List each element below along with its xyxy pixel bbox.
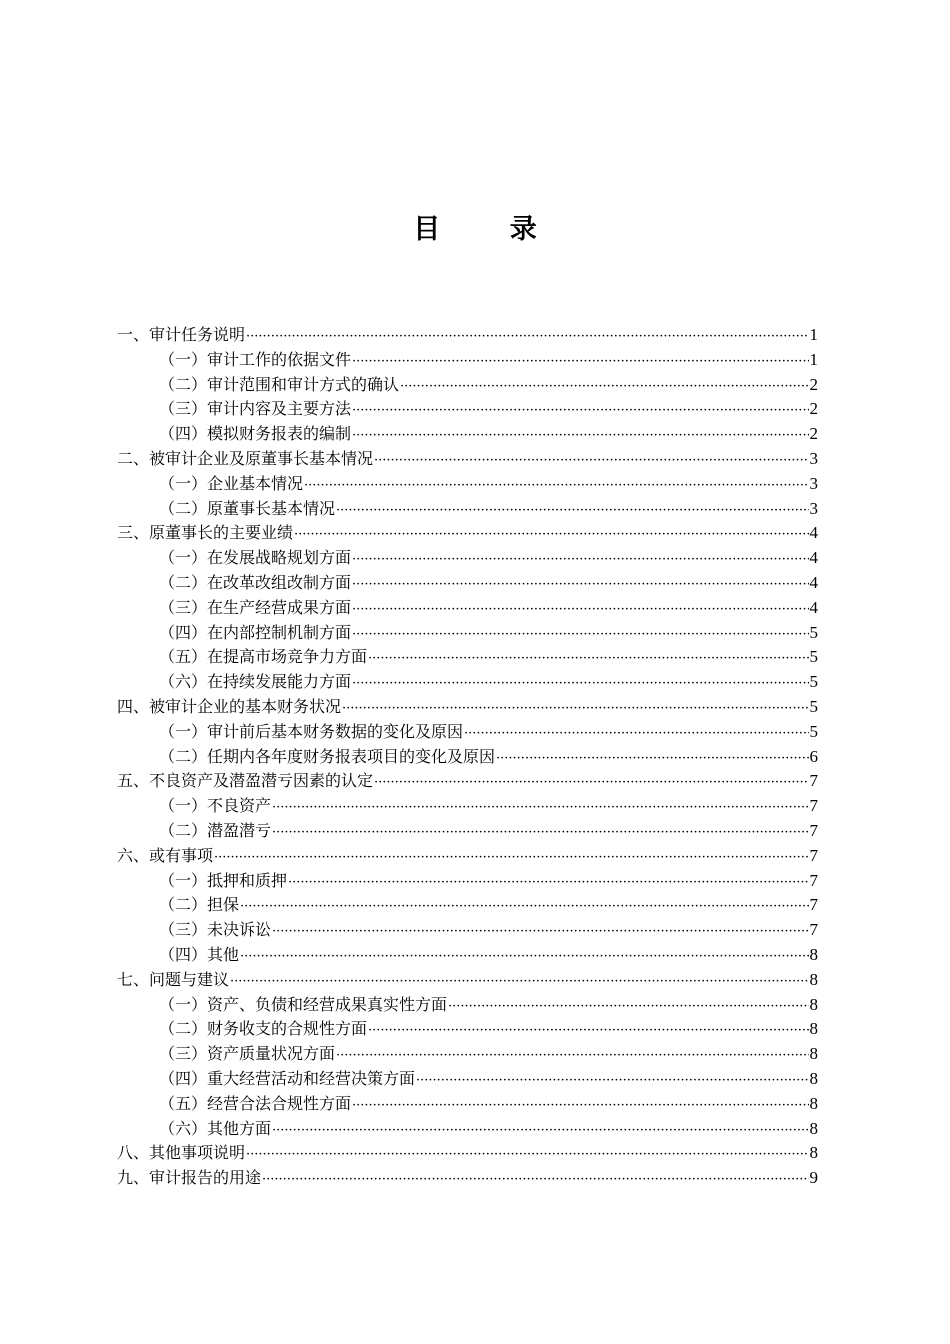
toc-entry-title: 三、原董事长的主要业绩 [117,523,294,543]
toc-entry-title: （五）经营合法合规性方面 [159,1093,352,1113]
toc-subsection-entry[interactable] [117,397,818,422]
toc-section-entry[interactable] [117,769,818,794]
toc-dot-leader [374,771,808,796]
toc-entry-title: （二）潜盈潜亏 [159,820,272,840]
toc-page-number: 9 [809,1168,818,1188]
toc-page-number: 7 [809,895,818,915]
toc-dot-leader [336,499,808,524]
toc-page-number: 5 [809,696,818,716]
toc-section-entry[interactable] [117,695,818,720]
toc-subsection-entry[interactable] [117,1092,818,1117]
toc-entry-title: （一）抵押和质押 [159,870,288,890]
toc-page-number: 5 [809,647,818,667]
toc-dot-leader [416,1069,808,1094]
toc-dot-leader [336,1044,808,1069]
toc-subsection-entry[interactable] [117,745,818,770]
toc-section-entry[interactable] [117,1166,818,1191]
toc-dot-leader [496,747,808,772]
toc-dot-leader [246,325,808,350]
toc-page-number: 2 [809,424,818,444]
toc-entry-title: （六）在持续发展能力方面 [159,672,352,692]
toc-entry-title: （一）不良资产 [159,796,272,816]
toc-dot-leader [464,722,808,747]
toc-page-number: 8 [809,994,818,1014]
toc-subsection-entry[interactable] [117,348,818,373]
toc-dot-leader [246,1143,808,1168]
toc-entry-title: （二）审计范围和审计方式的确认 [159,374,400,394]
toc-subsection-entry[interactable] [117,373,818,398]
toc-page-number: 8 [809,1093,818,1113]
toc-dot-leader [448,995,808,1020]
toc-page-number: 1 [809,349,818,369]
toc-subsection-entry[interactable] [117,422,818,447]
toc-section-entry[interactable] [117,447,818,472]
toc-subsection-entry[interactable] [117,794,818,819]
toc-page-number: 2 [809,399,818,419]
toc-entry-title: 四、被审计企业的基本财务状况 [117,696,342,716]
toc-dot-leader [272,1119,808,1144]
toc-dot-leader [352,573,808,598]
toc-page-number: 3 [809,498,818,518]
toc-entry-title: （四）其他 [159,944,240,964]
toc-page-number: 8 [809,944,818,964]
toc-dot-leader [272,821,808,846]
toc-section-entry[interactable] [117,844,818,869]
toc-dot-leader [352,424,808,449]
toc-page-number: 8 [809,1044,818,1064]
toc-dot-leader [272,920,808,945]
toc-page-number: 4 [809,548,818,568]
toc-dot-leader [352,399,808,424]
toc-dot-leader [294,523,808,548]
page-title: 目 录 [413,214,567,245]
toc-page-number: 8 [809,1068,818,1088]
toc-dot-leader [230,970,808,995]
toc-entry-title: （二）财务收支的合规性方面 [159,1019,368,1039]
toc-dot-leader [342,697,808,722]
toc-subsection-entry[interactable] [117,943,818,968]
toc-entry-title: 二、被审计企业及原董事长基本情况 [117,448,374,468]
toc-entry-title: （三）在生产经营成果方面 [159,597,352,617]
toc-subsection-entry[interactable] [117,893,818,918]
toc-subsection-entry[interactable] [117,1017,818,1042]
toc-page-number: 4 [809,597,818,617]
toc-page-number: 3 [809,473,818,493]
toc-subsection-entry[interactable] [117,720,818,745]
toc-entry-title: 八、其他事项说明 [117,1143,246,1163]
toc-page-number: 1 [809,325,818,344]
toc-subsection-entry[interactable] [117,1067,818,1092]
toc-dot-leader [352,672,808,697]
toc-entry-title: 九、审计报告的用途 [117,1168,262,1188]
toc-page-number: 3 [809,448,818,468]
toc-dot-leader [352,1094,808,1119]
toc-page-number: 4 [809,523,818,543]
toc-dot-leader [400,375,808,400]
toc-dot-leader [374,449,808,474]
toc-page-number: 4 [809,572,818,592]
toc-subsection-entry[interactable] [117,993,818,1018]
toc-entry-title: （五）在提高市场竞争力方面 [159,647,368,667]
toc-entry-title: （四）在内部控制机制方面 [159,622,352,642]
toc-page-number: 7 [809,796,818,816]
toc-entry-title: （四）模拟财务报表的编制 [159,424,352,444]
toc-page-number: 5 [809,672,818,692]
toc-entry-title: 六、或有事项 [117,845,214,865]
toc-dot-leader [352,350,808,375]
toc-section-entry[interactable] [117,521,818,546]
toc-subsection-entry[interactable] [117,472,818,497]
toc-subsection-entry[interactable] [117,546,818,571]
toc-subsection-entry[interactable] [117,621,818,646]
toc-page-number: 5 [809,721,818,741]
toc-page-number: 7 [809,845,818,865]
toc-dot-leader [262,1168,808,1193]
toc-section-entry[interactable] [117,323,818,348]
toc-page-number: 8 [809,969,818,989]
toc-dot-leader [352,598,808,623]
toc-entry-title: （二）原董事长基本情况 [159,498,336,518]
toc-subsection-entry[interactable] [117,670,818,695]
toc-subsection-entry[interactable] [117,1042,818,1067]
toc-dot-leader [240,895,808,920]
toc-entry-title: （一）在发展战略规划方面 [159,548,352,568]
toc-entry-title: （一）审计工作的依据文件 [159,349,352,369]
toc-entry-title: （二）任期内各年度财务报表项目的变化及原因 [159,746,496,766]
toc-subsection-entry[interactable] [117,819,818,844]
toc-subsection-entry[interactable] [117,918,818,943]
toc-subsection-entry[interactable] [117,571,818,596]
toc-page-number: 8 [809,1143,818,1163]
toc-entry-title: （一）审计前后基本财务数据的变化及原因 [159,721,464,741]
toc-dot-leader [288,871,808,896]
toc-dot-leader [272,796,808,821]
toc-subsection-entry[interactable] [117,869,818,894]
toc-page-number: 7 [809,920,818,940]
toc-dot-leader [352,548,808,573]
toc-page-number: 8 [809,1019,818,1039]
toc-subsection-entry[interactable] [117,596,818,621]
toc-entry-title: （六）其他方面 [159,1118,272,1138]
toc-entry-title: （三）未决诉讼 [159,920,272,940]
toc-dot-leader [214,846,808,871]
toc-subsection-entry[interactable] [117,645,818,670]
toc-dot-leader [352,623,808,648]
toc-subsection-entry[interactable] [117,497,818,522]
toc-subsection-entry[interactable] [117,1117,818,1142]
toc-entry-title: （三）资产质量状况方面 [159,1044,336,1064]
toc-entry-title: 七、问题与建议 [117,969,230,989]
toc-entry-title: （一）资产、负债和经营成果真实性方面 [159,994,448,1014]
toc-dot-leader [368,647,808,672]
toc-dot-leader [368,1019,808,1044]
table-of-contents [117,323,818,1191]
toc-page-number: 6 [809,746,818,766]
toc-page-number: 7 [809,820,818,840]
toc-entry-title: 五、不良资产及潜盈潜亏因素的认定 [117,771,374,791]
toc-entry-title: （二）担保 [159,895,240,915]
toc-dot-leader [304,474,808,499]
toc-page-number: 5 [809,622,818,642]
toc-page-number: 7 [809,870,818,890]
toc-entry-title: （三）审计内容及主要方法 [159,399,352,419]
toc-page-number: 7 [809,771,818,791]
toc-section-entry[interactable] [117,968,818,993]
toc-section-entry[interactable] [117,1141,818,1166]
toc-dot-leader [240,945,808,970]
toc-entry-title: 一、审计任务说明 [117,325,246,344]
toc-entry-title: （二）在改革改组改制方面 [159,572,352,592]
toc-page-number: 8 [809,1118,818,1138]
toc-entry-title: （一）企业基本情况 [159,473,304,493]
toc-page-number: 2 [809,374,818,394]
toc-entry-title: （四）重大经营活动和经营决策方面 [159,1068,416,1088]
